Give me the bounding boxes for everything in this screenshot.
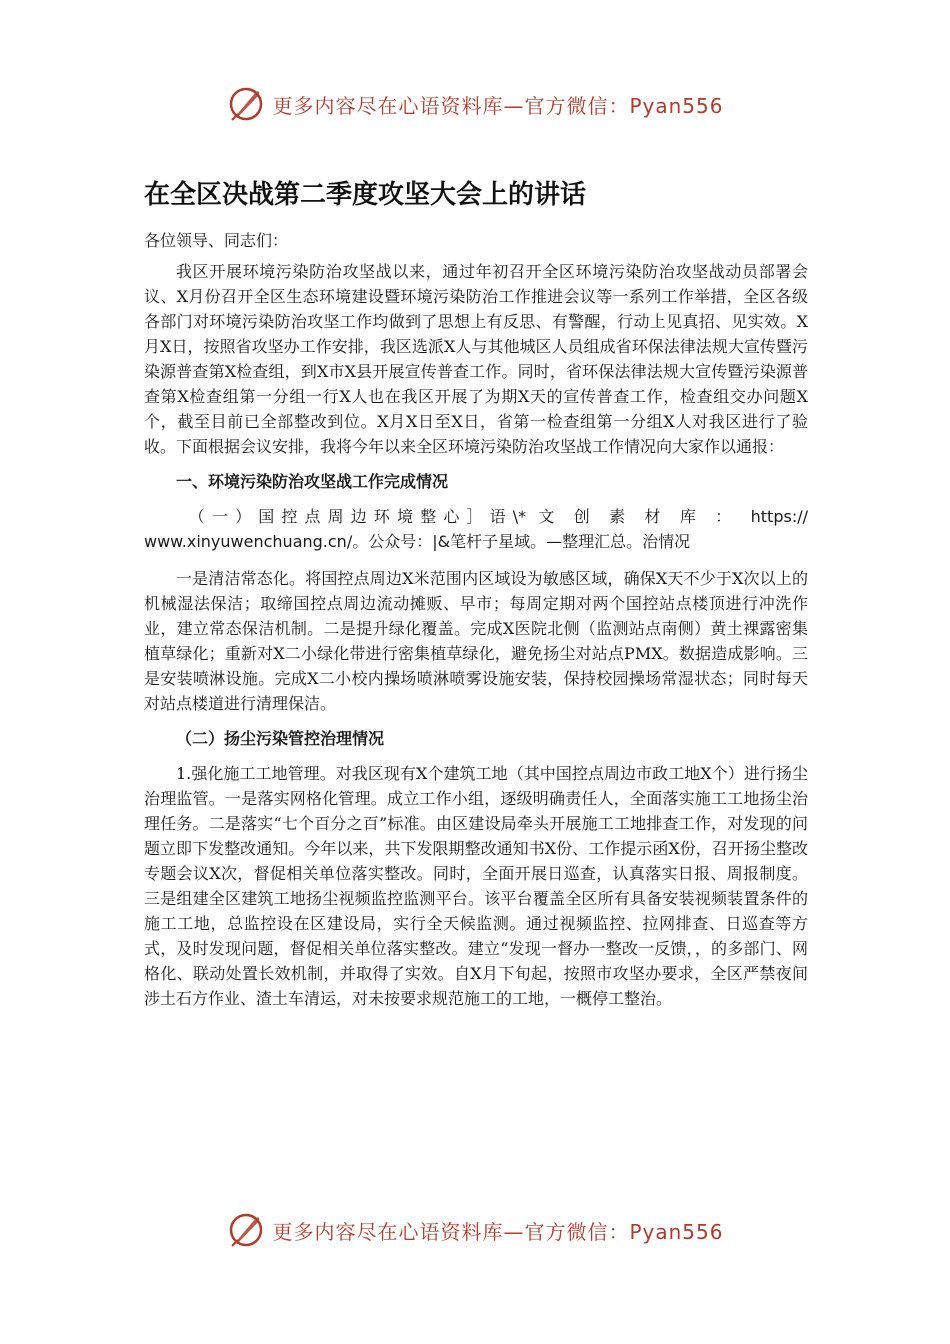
- subsection-1-paragraph: 一是清洁常态化。将国控点周边X米范围内区域设为敏感区域，确保X天不少于X次以上的机械湿法保洁；取缔国控点周边流动摊贩、早市；每周定期对两个国控站点楼顶进行冲洗作业，建立常态保洁机制。二是提升绿化覆盖。完成X医院北侧（监测站点南侧）黄土裸露密集植草绿化；重新对X二小绿化带进行密集植草绿化，避免扬尘对站点PMX。数据造成影响。三是安装喷淋设施。完成X二小校内操场喷淋喷雾设施安装，保持校园操场常湿状态；同时每天对站点楼道进行清理保洁。: [144, 569, 808, 713]
- subsection-2-paragraph: 1.强化施工工地管理。对我区现有X个建筑工地（其中国控点周边市政工地X个）进行扬尘治理监管。一是落实网格化管理。成立工作小组，逐级明确责任人，全面落实施工工地扬尘治理任务。二是落实“七个百分之百”标准。由区建设局牵头开展施工工地排查工作，对发现的问题立即下发整改通知。今年以来，共下发限期整改通知书X份、工作提示函X份，召开扬尘整改专题会议X次，督促相关单位落实整改。同时，全面开展日巡查，认真落实日报、周报制度。三是组建全区建筑工地扬尘视频监控监测平台。该平台覆盖全区所有具备安装视频装置条件的施工工地，总监控设在区建设局，实行全天候监测。通过视频监控、拉网排查、日巡查等方式，及时发现问题，督促相关单位落实整改。建立“发现一督办一整改一反馈，，的多部门、网格化、联动处置长效机制，并取得了实效。自X月下旬起，按照市攻坚办要求，全区严禁夜间涉土石方作业、渣土车清运，对未按要求规范施工的工地，一概停工整治。: [144, 764, 808, 1008]
- subsection-heading-1-line1: （一）国控点周边环境整心］语\* 文 创 素 材 库 ： https://: [188, 507, 808, 526]
- greeting: 各位领导、同志们：: [144, 231, 289, 250]
- header-watermark-banner: [0, 80, 950, 128]
- document-title: 在全区决战第二季度攻坚大会上的讲话: [144, 180, 587, 210]
- subsection-heading-1-line2: www.xinyuwenchuang.cn/。公众号：|&笔杆子星域。—整理汇总。治情况: [144, 532, 691, 551]
- footer-watermark-banner: [0, 1206, 950, 1254]
- quill-logo-icon: [226, 84, 266, 124]
- subsection-heading-2: （二）扬尘污染管控治理情况: [176, 729, 385, 748]
- subsection-heading-1: [144, 504, 808, 554]
- section-heading-1: 一、环境污染防治攻坚战工作完成情况: [176, 472, 449, 491]
- watermark-text: 更多内容尽在心语资料库—官方微信：Pyan556: [272, 93, 724, 118]
- intro-paragraph: 我区开展环境污染防治攻坚战以来，通过年初召开全区环境污染防治攻坚战动员部署会议、X月份召开全区生态环境建设暨环境污染防治工作推进会议等一系列工作举措，全区各级各部门对环境污染防治攻坚工作均做到了思想上有反思、有警醒，行动上见真招、见实效。X月X日，按照省攻坚办工作安排，我区选派X人与其他城区人员组成省环保法律法规大宣传暨污染源普查第X检查组，到X市X县开展宣传普查工作。同时，省环保法律法规大宣传暨污染源普查第X检查组第一分组一行X人也在我区开展了为期X天的宣传普查工作，检查组交办问题X个，截至目前已全部整改到位。X月X日至X日，省第一检查组第一分组X人对我区进行了验收。下面根据会议安排，我将今年以来全区环境污染防治攻坚战工作情况向大家作以通报：: [144, 262, 808, 456]
- watermark-text: 更多内容尽在心语资料库—官方微信：Pyan556: [272, 1219, 724, 1244]
- document-body: [144, 172, 808, 1021]
- quill-logo-icon: [226, 1210, 266, 1250]
